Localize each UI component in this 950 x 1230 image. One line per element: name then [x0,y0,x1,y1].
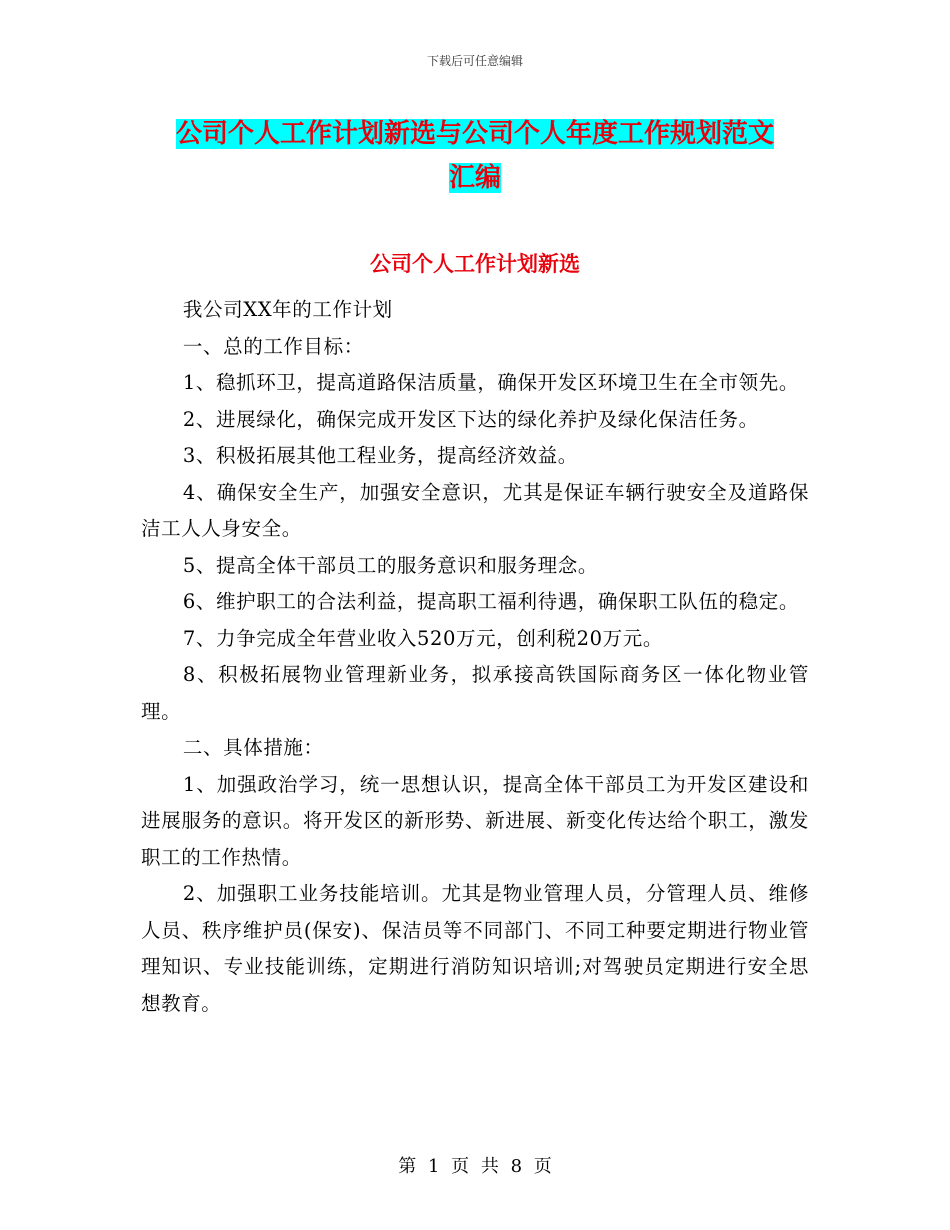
document-title-line-2: 汇编 [448,163,501,193]
paragraph: 5、提高全体干部员工的服务意识和服务理念。 [182,553,598,577]
paragraph: 1、加强政治学习，统一思想认识，提高全体干部员工为开发区建设和进展服务的意识。将开发区的新形势、新进展、新变化传达给个职工，激发职工的工作热情。 [141,772,809,869]
document-title-line-1: 公司个人工作计划新选与公司个人年度工作规划范文 [175,119,774,149]
section-title: 公司个人工作计划新选 [370,252,580,276]
paragraph: 2、加强职工业务技能培训。尤其是物业管理人员，分管理人员、维修人员、秩序维护员(保安)、保洁员等不同部门、不同工种要定期进行物业管理知识、专业技能训练，定期进行消防知识培训;对驾驶员定期进行安全思想教育。 [141,882,809,1015]
paragraph: 6、维护职工的合法利益，提高职工福利待遇，确保职工队伍的稳定。 [182,590,799,613]
header-note: 下载后可任意编辑 [426,54,523,68]
page-number-footer: 第 1 页 共 8 页 [398,1156,552,1177]
paragraph: 一、总的工作目标： [182,334,364,358]
paragraph: 4、确保安全生产，加强安全意识，尤其是保证车辆行驶安全及道路保洁工人人身安全。 [141,480,809,540]
document-body [141,292,809,1022]
paragraph: 2、进展绿化，确保完成开发区下达的绿化养护及绿化保洁任务。 [182,407,759,431]
paragraph: 我公司XX年的工作计划 [182,298,393,321]
paragraph: 二、具体措施： [182,736,324,759]
paragraph: 3、积极拓展其他工程业务，提高经济效益。 [182,444,578,467]
paragraph: 8、积极拓展物业管理新业务，拟承接高铁国际商务区一体化物业管理。 [141,663,809,723]
paragraph: 1、稳抓环卫，提高道路保洁质量，确保开发区环境卫生在全市领先。 [182,371,799,394]
document-title [140,112,810,200]
paragraph: 7、力争完成全年营业收入520万元，创利税20万元。 [182,626,663,650]
